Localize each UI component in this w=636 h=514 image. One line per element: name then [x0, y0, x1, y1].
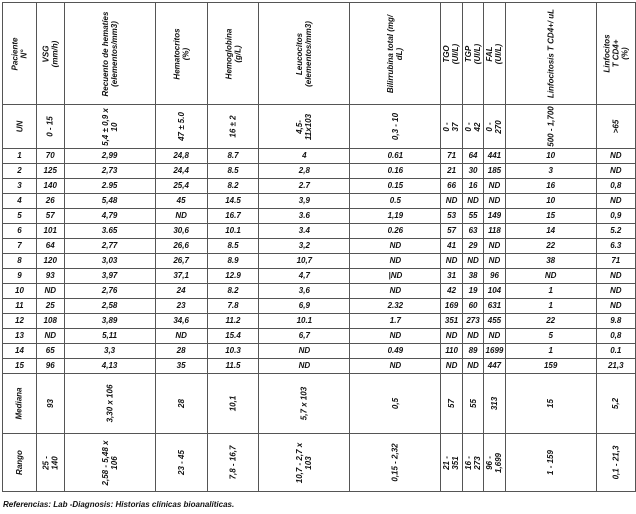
data-cell: 42	[441, 284, 462, 299]
mediana-row	[3, 374, 636, 434]
data-cell: 6,7	[259, 329, 350, 344]
data-cell: 35	[155, 359, 207, 374]
summary-cell: 15	[505, 374, 596, 434]
data-cell: 441	[484, 149, 505, 164]
data-cell: 38	[505, 254, 596, 269]
summary-cell: 0,1 - 21,3	[596, 434, 635, 492]
data-cell: ND	[505, 269, 596, 284]
data-cell: 273	[462, 314, 483, 329]
data-cell: 15	[505, 209, 596, 224]
data-cell: 70	[36, 149, 64, 164]
patient-number-cell: 1	[3, 149, 37, 164]
data-cell: 24	[155, 284, 207, 299]
data-cell: 31	[441, 269, 462, 284]
summary-cell: 57	[441, 374, 462, 434]
data-cell: 2.7	[259, 179, 350, 194]
table-row	[3, 314, 636, 329]
data-cell: 2,58	[64, 299, 155, 314]
data-cell: 12.9	[207, 269, 259, 284]
data-cell: 55	[462, 209, 483, 224]
data-cell: 26,6	[155, 239, 207, 254]
data-cell: 2,76	[64, 284, 155, 299]
data-cell: 41	[441, 239, 462, 254]
patient-number-cell: 10	[3, 284, 37, 299]
header-cell: Linfocitos T CD4+(%)	[596, 3, 635, 105]
patient-number-cell: 14	[3, 344, 37, 359]
table-row	[3, 359, 636, 374]
patient-number-cell: 7	[3, 239, 37, 254]
data-cell: ND	[462, 329, 483, 344]
summary-cell: 21 - 351	[441, 434, 462, 492]
data-cell: 2,77	[64, 239, 155, 254]
header-cell: Recuento de hematíes (elementos/mm3)	[64, 3, 155, 105]
patient-number-cell: 9	[3, 269, 37, 284]
data-cell: ND	[484, 239, 505, 254]
summary-cell: 55	[462, 374, 483, 434]
data-cell: 0,8	[596, 179, 635, 194]
data-cell: 5	[505, 329, 596, 344]
data-cell: 101	[36, 224, 64, 239]
table-row	[3, 149, 636, 164]
data-cell: ND	[441, 359, 462, 374]
data-cell: ND	[484, 329, 505, 344]
data-cell: |ND	[350, 269, 441, 284]
data-cell: 24,8	[155, 149, 207, 164]
data-cell: 96	[484, 269, 505, 284]
data-cell: 11.2	[207, 314, 259, 329]
table-row	[3, 239, 636, 254]
table-row	[3, 299, 636, 314]
data-cell: 169	[441, 299, 462, 314]
data-cell: 3,03	[64, 254, 155, 269]
data-cell: 108	[36, 314, 64, 329]
data-cell: 26	[36, 194, 64, 209]
data-cell: 3,9	[259, 194, 350, 209]
data-cell: 64	[36, 239, 64, 254]
data-cell: 447	[484, 359, 505, 374]
range-cell: 0 - 270	[484, 105, 505, 149]
summary-cell: Rango	[3, 434, 37, 492]
data-cell: 4	[259, 149, 350, 164]
data-cell: 8.7	[207, 149, 259, 164]
patient-number-cell: 11	[3, 299, 37, 314]
data-cell: 351	[441, 314, 462, 329]
data-cell: 104	[484, 284, 505, 299]
data-cell: 16	[462, 179, 483, 194]
data-cell: 93	[36, 269, 64, 284]
data-cell: 15.4	[207, 329, 259, 344]
summary-cell: 5,2	[596, 374, 635, 434]
summary-cell: 23 - 45	[155, 434, 207, 492]
data-cell: 6.3	[596, 239, 635, 254]
data-cell: ND	[350, 254, 441, 269]
header-cell: Linfocitosis T CD4+/ uL	[505, 3, 596, 105]
range-cell: 5,4 ± 0,9 x 10	[64, 105, 155, 149]
data-cell: 0.61	[350, 149, 441, 164]
data-cell: 30	[462, 164, 483, 179]
table-row	[3, 194, 636, 209]
patient-number-cell: 15	[3, 359, 37, 374]
data-cell: 19	[462, 284, 483, 299]
data-cell: 57	[441, 224, 462, 239]
summary-cell: 10,7 - 2,7 x 103	[259, 434, 350, 492]
data-cell: 185	[484, 164, 505, 179]
data-cell: 10	[505, 149, 596, 164]
data-cell: 8.2	[207, 284, 259, 299]
data-cell: 3,3	[64, 344, 155, 359]
data-cell: 159	[505, 359, 596, 374]
data-cell: 1	[505, 284, 596, 299]
summary-cell: 2,58 - 5,48 x 106	[64, 434, 155, 492]
data-cell: 3,89	[64, 314, 155, 329]
data-cell: 2.95	[64, 179, 155, 194]
summary-cell: 7,8 - 16,7	[207, 434, 259, 492]
data-cell: ND	[350, 284, 441, 299]
range-cell: 0 - 42	[462, 105, 483, 149]
data-cell: ND	[596, 194, 635, 209]
table-row	[3, 164, 636, 179]
data-cell: 23	[155, 299, 207, 314]
range-cell: 4,5- 11x103	[259, 105, 350, 149]
data-cell: 3,2	[259, 239, 350, 254]
rango-row	[3, 434, 636, 492]
data-cell: ND	[484, 254, 505, 269]
data-cell: 140	[36, 179, 64, 194]
data-cell: ND	[259, 359, 350, 374]
table-row	[3, 284, 636, 299]
data-cell: 0,8	[596, 329, 635, 344]
range-cell: 0 - 37	[441, 105, 462, 149]
data-cell: 10.3	[207, 344, 259, 359]
data-cell: 89	[462, 344, 483, 359]
data-cell: 0.1	[596, 344, 635, 359]
data-cell: 60	[462, 299, 483, 314]
ranges-row	[3, 105, 636, 149]
range-cell: 16 ± 2	[207, 105, 259, 149]
range-cell: 0 - 15	[36, 105, 64, 149]
table-row	[3, 224, 636, 239]
data-cell: 66	[441, 179, 462, 194]
data-cell: 2.32	[350, 299, 441, 314]
data-cell: 24,4	[155, 164, 207, 179]
data-cell: 37,1	[155, 269, 207, 284]
data-cell: 21	[441, 164, 462, 179]
data-cell: 14	[505, 224, 596, 239]
header-cell: TGO (UI/L)	[441, 3, 462, 105]
data-cell: 0.16	[350, 164, 441, 179]
table-row	[3, 344, 636, 359]
data-cell: 96	[36, 359, 64, 374]
data-cell: 3.4	[259, 224, 350, 239]
range-cell: UN	[3, 105, 37, 149]
data-cell: ND	[155, 329, 207, 344]
data-cell: ND	[36, 329, 64, 344]
data-cell: 6,9	[259, 299, 350, 314]
data-cell: 8.9	[207, 254, 259, 269]
data-cell: 1	[505, 299, 596, 314]
patient-number-cell: 4	[3, 194, 37, 209]
data-cell: 1699	[484, 344, 505, 359]
data-cell: 120	[36, 254, 64, 269]
data-cell: 10	[505, 194, 596, 209]
data-cell: 45	[155, 194, 207, 209]
header-cell: Hematocritos (%)	[155, 3, 207, 105]
data-cell: 9.8	[596, 314, 635, 329]
data-cell: ND	[155, 209, 207, 224]
patient-number-cell: 5	[3, 209, 37, 224]
data-cell: 455	[484, 314, 505, 329]
data-cell: 149	[484, 209, 505, 224]
data-cell: ND	[350, 359, 441, 374]
data-cell: 25	[36, 299, 64, 314]
data-cell: ND	[462, 359, 483, 374]
range-cell: 47 ± 5.0	[155, 105, 207, 149]
summary-cell: 93	[36, 374, 64, 434]
data-cell: 22	[505, 314, 596, 329]
data-cell: ND	[484, 179, 505, 194]
patient-number-cell: 6	[3, 224, 37, 239]
data-cell: 1	[505, 344, 596, 359]
data-cell: 53	[441, 209, 462, 224]
data-cell: 2,99	[64, 149, 155, 164]
data-cell: 63	[462, 224, 483, 239]
header-row	[3, 3, 636, 105]
data-cell: 64	[462, 149, 483, 164]
data-cell: 631	[484, 299, 505, 314]
data-cell: 65	[36, 344, 64, 359]
data-cell: 3.65	[64, 224, 155, 239]
data-cell: 30,6	[155, 224, 207, 239]
data-cell: 71	[441, 149, 462, 164]
table-row	[3, 209, 636, 224]
header-cell: TGP (UI/L)	[462, 3, 483, 105]
table-row	[3, 179, 636, 194]
summary-cell: 10,1	[207, 374, 259, 434]
patient-number-cell: 2	[3, 164, 37, 179]
summary-cell: Mediana	[3, 374, 37, 434]
patient-number-cell: 3	[3, 179, 37, 194]
data-cell: 16	[505, 179, 596, 194]
summary-cell: 0,15 - 2,32	[350, 434, 441, 492]
range-cell: 500 - 1,700	[505, 105, 596, 149]
data-cell: 21,3	[596, 359, 635, 374]
summary-cell: 5,7 x 103	[259, 374, 350, 434]
data-cell: 125	[36, 164, 64, 179]
data-cell: 0.5	[350, 194, 441, 209]
data-cell: ND	[350, 239, 441, 254]
data-cell: ND	[596, 284, 635, 299]
lab-results-table	[2, 2, 636, 492]
data-cell: 4,79	[64, 209, 155, 224]
data-cell: ND	[484, 194, 505, 209]
patient-number-cell: 13	[3, 329, 37, 344]
data-cell: ND	[596, 149, 635, 164]
data-cell: 0.15	[350, 179, 441, 194]
summary-cell: 3,30 x 106	[64, 374, 155, 434]
data-cell: ND	[441, 329, 462, 344]
data-cell: 57	[36, 209, 64, 224]
summary-cell: 28	[155, 374, 207, 434]
data-cell: 11.5	[207, 359, 259, 374]
data-cell: 29	[462, 239, 483, 254]
header-cell: Hemoglobina (g/L)	[207, 3, 259, 105]
summary-cell: 16 - 273	[462, 434, 483, 492]
table-row	[3, 269, 636, 284]
data-cell: ND	[259, 344, 350, 359]
data-cell: 34,6	[155, 314, 207, 329]
patient-number-cell: 12	[3, 314, 37, 329]
summary-cell: 96 - 1,699	[484, 434, 505, 492]
data-cell: 5,11	[64, 329, 155, 344]
data-cell: 26,7	[155, 254, 207, 269]
header-cell: Paciente N°	[3, 3, 37, 105]
header-cell: Leucocitos (elementos/mm3)	[259, 3, 350, 105]
data-cell: 118	[484, 224, 505, 239]
data-cell: ND	[441, 254, 462, 269]
data-cell: 5.2	[596, 224, 635, 239]
data-cell: 10.1	[259, 314, 350, 329]
data-cell: ND	[441, 194, 462, 209]
data-cell: 8.5	[207, 164, 259, 179]
data-cell: 22	[505, 239, 596, 254]
data-cell: 14.5	[207, 194, 259, 209]
data-cell: 4,7	[259, 269, 350, 284]
data-cell: 71	[596, 254, 635, 269]
data-cell: 8.2	[207, 179, 259, 194]
reference-note: Referencias: Lab -Diagnosis: Historias clínicas bioanalíticas.	[3, 500, 235, 509]
data-cell: ND	[350, 329, 441, 344]
data-cell: 0.26	[350, 224, 441, 239]
data-cell: 110	[441, 344, 462, 359]
data-cell: 28	[155, 344, 207, 359]
data-cell: 7.8	[207, 299, 259, 314]
data-cell: 8.5	[207, 239, 259, 254]
patient-number-cell: 8	[3, 254, 37, 269]
header-cell: VSG (mm/h)	[36, 3, 64, 105]
summary-cell: 313	[484, 374, 505, 434]
summary-cell: 0,5	[350, 374, 441, 434]
data-cell: 3,6	[259, 284, 350, 299]
data-cell: 10.1	[207, 224, 259, 239]
data-cell: 0.49	[350, 344, 441, 359]
data-cell: ND	[596, 299, 635, 314]
data-cell: 1,19	[350, 209, 441, 224]
data-cell: 3,97	[64, 269, 155, 284]
header-cell: FAL (UI/L)	[484, 3, 505, 105]
data-cell: 3	[505, 164, 596, 179]
data-cell: 16.7	[207, 209, 259, 224]
data-cell: ND	[462, 254, 483, 269]
data-cell: 5,48	[64, 194, 155, 209]
range-cell: >65	[596, 105, 635, 149]
summary-cell: 25 - 140	[36, 434, 64, 492]
data-cell: 3.6	[259, 209, 350, 224]
data-cell: 2,8	[259, 164, 350, 179]
data-cell: 2,73	[64, 164, 155, 179]
data-cell: 0,9	[596, 209, 635, 224]
data-cell: ND	[596, 164, 635, 179]
header-cell: Bilirrubina total (mg/ dL)	[350, 3, 441, 105]
data-cell: ND	[462, 194, 483, 209]
data-cell: 1.7	[350, 314, 441, 329]
summary-cell: 1 - 159	[505, 434, 596, 492]
data-cell: 10,7	[259, 254, 350, 269]
table-body	[3, 149, 636, 374]
data-cell: ND	[596, 269, 635, 284]
data-cell: ND	[36, 284, 64, 299]
table-row	[3, 329, 636, 344]
range-cell: 0,3 - 10	[350, 105, 441, 149]
data-cell: 4,13	[64, 359, 155, 374]
table-row	[3, 254, 636, 269]
data-cell: 38	[462, 269, 483, 284]
data-cell: 25,4	[155, 179, 207, 194]
